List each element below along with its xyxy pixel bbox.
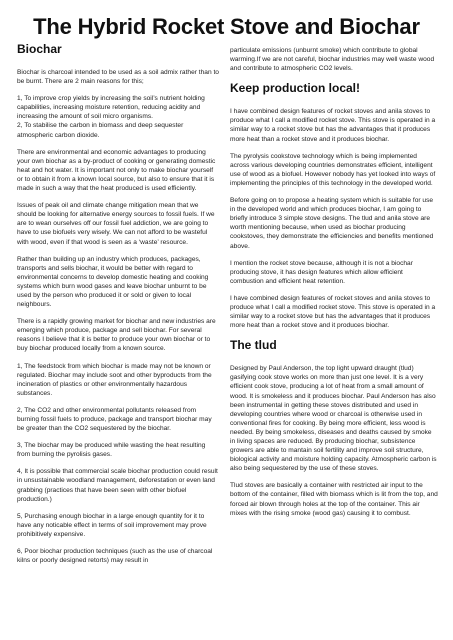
paragraph: There is a rapidly growing market for biochar and new industries are emerging which produce, package and sell biochar. For several reasons I believe that it is better to produce your own biochar or to buy biochar produced locally from a known source. xyxy=(17,318,216,353)
paragraph: 2, The CO2 and other environmental pollutants released from burning fossil fuels to produce, package and transport biochar may be greater than the CO2 sequestered by the biochar. xyxy=(17,406,212,433)
paragraph: Designed by Paul Anderson, the top light upward draught (tlud) gasifying cook stove works on more than just one level. It is a very efficient cook stove, producing a lot of heat from a small amount of wood. It is smokeless and it produces biochar. Paul Anderson has also been instrumental in getting these stoves distributed and used in developing countries where wood or charcoal is otherwise used in conventional fires for cooking. By being more efficient, less wood is needed. By being smokeless, diseases and deaths caused by smoke in living spaces are reduced. By producing biochar, subsistence growers are able to mantain soil fertility and improve soil structure, biological activity and moisture holding capacity. Atmospheric carbon is also being sequestered by the use of these stoves. xyxy=(230,365,437,473)
right-column xyxy=(230,46,438,526)
paragraph: 3, The biochar may be produced while wasting the heat resulting from burning the pyrolisis gases. xyxy=(17,442,206,459)
paragraph: Rather than building up an industry which produces, packages, transports and sells biochar, it would be better with regard to environmental concerns to develop domestic heating and cooking systems which burn wood gases and leave biochar unburnt to be used by the person who produced it or sold or given to local neighbours. xyxy=(17,255,209,309)
paragraph: I have combined design features of rocket stoves and anila stoves to produce what I call a modified rocket stove. This stove is operated in a similar way to a rocket stove but has the advantages that it produces more heat than a rocket stove and it produces biochar. xyxy=(230,108,436,143)
paragraph: The pyrolysis cookstove technology which is being implemented across various developing countries demonstrates efficient, intelligent use of wood as a biofuel. However nobody has yet looked into ways of implementing the principles of this technology in the developed world. xyxy=(230,152,436,187)
paragraph: particulate emissions (unburnt smoke) which contribute to global warming.If we are not careful, biochar industries may well waste wood and contribute to atmospheric CO2 levels. xyxy=(230,47,435,73)
section-heading-biochar: Biochar xyxy=(17,42,62,56)
paragraph: 1, To improve crop yields by increasing the soil’s nutrient holding capabilities, increasing moisture retention, reducing acidity and increasing the amount of soil micro organisms. 2, To stabilise the carbon in biomass and deep sequester atmospheric carbon dioxide. xyxy=(17,95,205,139)
paragraph: I have combined design features of rocket stoves and anila stoves to produce what I call a modified rocket stove. This stove is operated in a similar way to a rocket stove but has the advantages that it produces more heat than a rocket stove and it produces biochar. xyxy=(230,294,436,330)
section-heading-the-tlud: The tlud xyxy=(230,338,277,353)
paragraph: There are environmental and economic advantages to producing your own biochar as a by-product of cooking or generating domestic heat and hot water. It is important not only to make biochar yourself or to obtain it from a known local source, but also to ensure that it is made in such a way that the heat produced is used efficiently. xyxy=(17,148,216,193)
section-heading-keep-production-local: Keep production local! xyxy=(230,81,361,96)
paragraph: Tlud stoves are basically a container with restricted air input to the bottom of the container, filled with biomass which is lit from the top, and forced air blown through holes at the top of the container. This air mixes with the rising smoke (wood gas) causing it to combust. xyxy=(230,482,438,517)
page-title: The Hybrid Rocket Stove and Biochar xyxy=(33,14,420,39)
paragraph: 1, The feedstock from which biochar is made may not be known or regulated. Biochar may include soot and other byproducts from the incineration of plastics or other environmentally hazardous substances. xyxy=(17,362,212,397)
paragraph: 6, Poor biochar production techniques (such as the use of charcoal kilns or poorly designed retorts) may result in xyxy=(17,548,213,565)
paragraph: I mention the rocket stove because, although it is not a biochar producing stove, it has design features which allow efficient combustion and efficient heat retention. xyxy=(230,259,413,285)
paragraph: 5, Purchasing enough biochar in a large enough quantity for it to have any noticable effect in terms of soil improvement may prove prohibitively expensive. xyxy=(17,512,207,538)
paragraph: Biochar is charcoal intended to be used as a soil admix rather than to be burnt. There are 2 main reasons for this; xyxy=(17,69,219,86)
paragraph: 4, It is possible that commercial scale biochar production could result in unsustainable woodland management, deforestation or even land grabbing (practices that have been seen with other biofuel production.) xyxy=(17,468,218,503)
left-column xyxy=(17,42,219,573)
paragraph: Issues of peak oil and climate change mitigation mean that we should be looking for alternative energy sources to fossil fuels. If we are to wean ourselves off our fossil fuel addiction, we are going to have to use biofuels very wisely. We can not afford to be wasteful with wood, even if that wood is seen as a ‘waste’ resource. xyxy=(17,202,215,246)
paragraph: Before going on to propose a heating system which is suitable for use in the developed world and which produces biochar, I am going to briefly introduce 3 simple stove designs. The tlud and anila stove are worth mentioning because, when used as biochar producing cookstoves, they demonstrate the efficiencies and benefits mentioned above. xyxy=(230,197,434,250)
